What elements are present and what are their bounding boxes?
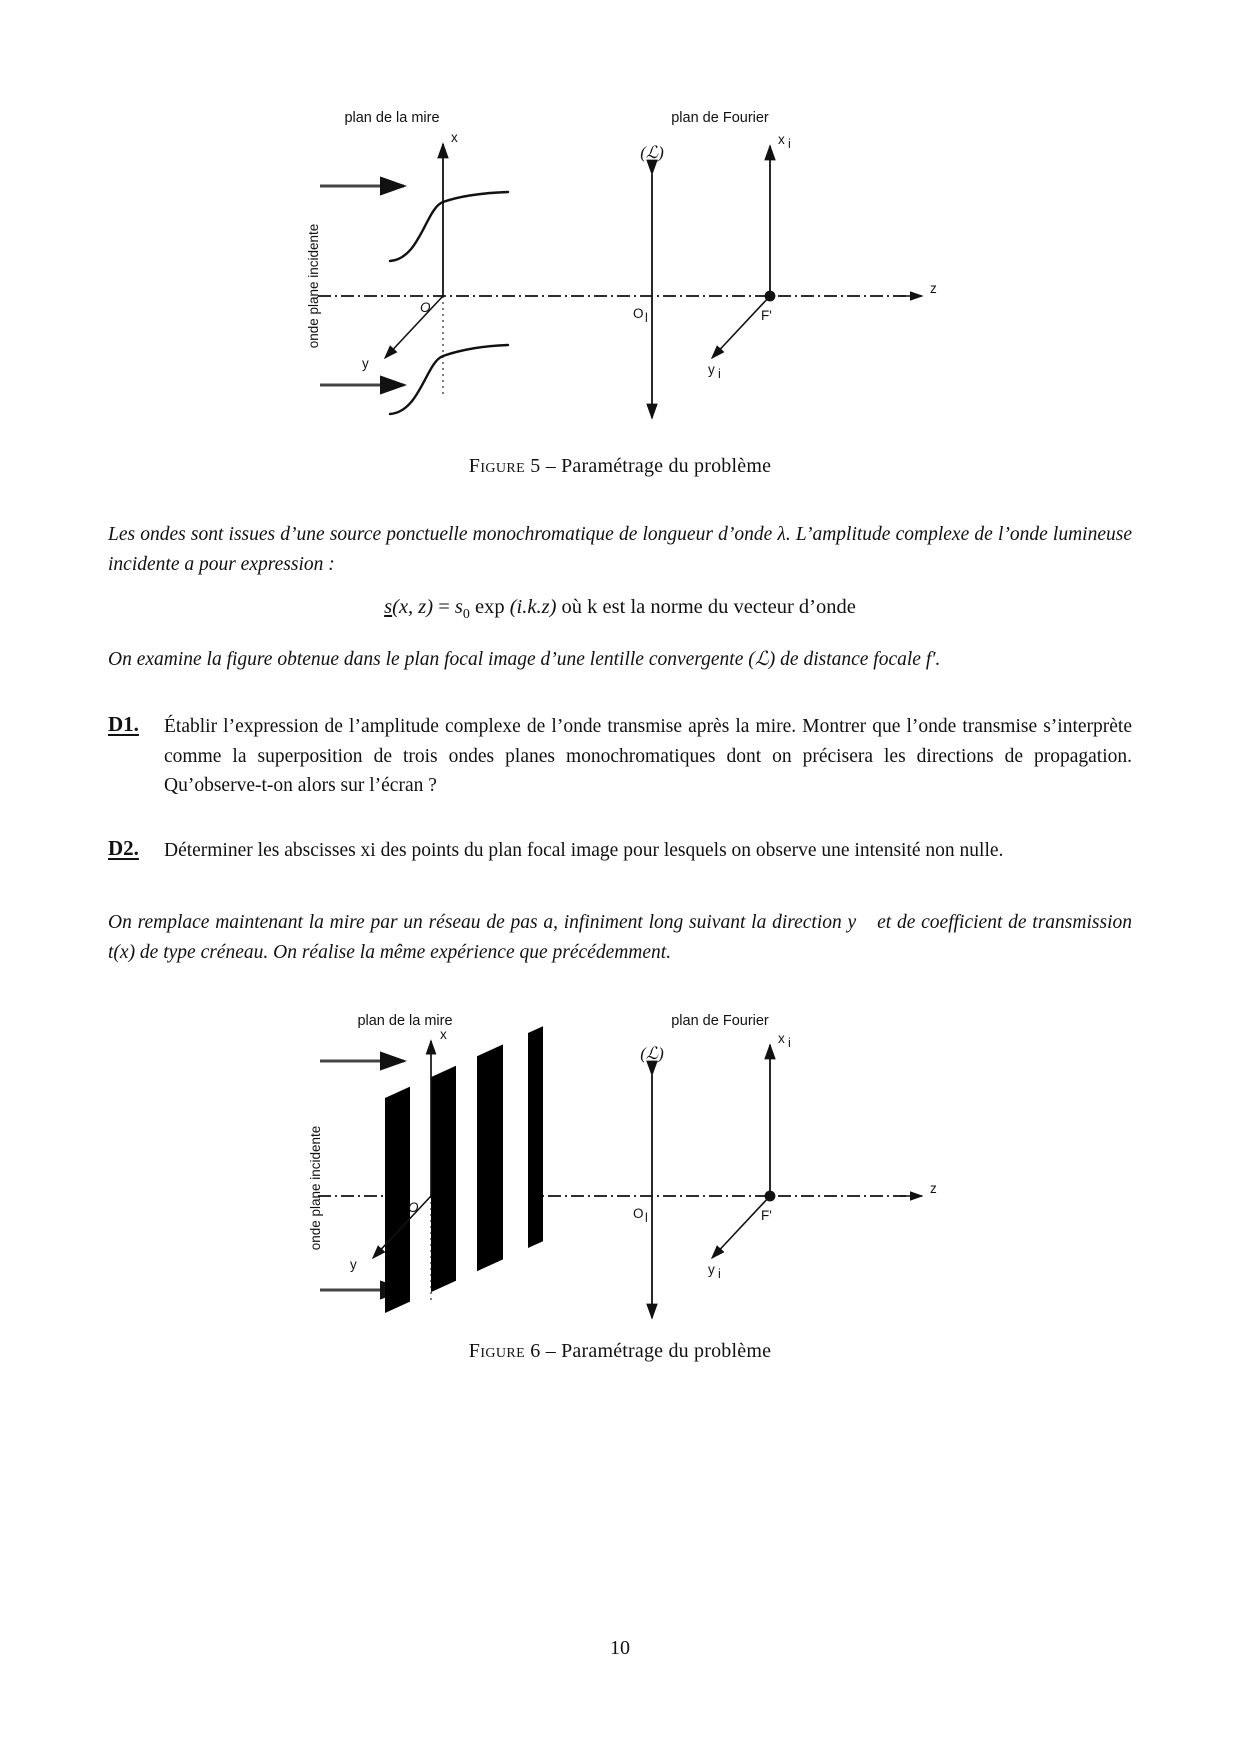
equation-s-underlined: s — [384, 596, 393, 618]
figure6-caption-dash: – — [545, 1340, 556, 1362]
figure6-label-lens-center-sub: l — [645, 1211, 648, 1225]
figure-5-caption — [108, 455, 1132, 478]
grating-bar — [385, 1087, 410, 1313]
yi-axis-figure6 — [712, 1196, 770, 1258]
figure5-caption-dash: – — [545, 455, 556, 477]
grating-bar — [431, 1066, 456, 1292]
figure6-label-origin: O — [408, 1200, 419, 1215]
figure6-label-y: y — [350, 1257, 357, 1272]
figure5-label-xi-sub: i — [788, 137, 791, 151]
question-D2 — [108, 836, 1132, 866]
figure-5-diagram — [300, 96, 940, 436]
figure5-label-lens: (ℒ) — [640, 143, 664, 162]
figure6-label-incident-wave: onde plane incidente — [308, 1125, 323, 1251]
figure5-left-title: plan de la mire — [344, 110, 440, 126]
equation-exp-argument: (i.k.z) — [509, 596, 557, 618]
y-axis-figure5 — [385, 296, 443, 358]
paragraph-lens-setup: On examine la figure obtenue dans le plan focal image d’une lentille convergente (ℒ) de distance focale f′. — [108, 649, 941, 670]
paragraph-intro: Les ondes sont issues d’une source ponctuelle monochromatique de longueur d’onde λ. L’amplitude complexe de l’onde lumineuse incidente a pour expression : — [108, 524, 1132, 575]
equation-s0: s — [454, 596, 463, 618]
figure5-caption-text: Paramétrage du problème — [561, 455, 772, 477]
figure5-label-z: z — [930, 281, 937, 296]
equation-exp: exp — [475, 596, 505, 618]
equation-tail: où k est la norme du vecteur d’onde — [561, 596, 856, 618]
grating-gap — [456, 1056, 477, 1281]
figure5-right-title: plan de Fourier — [671, 110, 769, 126]
question-D2-label: D2. — [108, 836, 139, 860]
figure6-caption-text: Paramétrage du problème — [561, 1340, 772, 1362]
figure6-label-x: x — [440, 1027, 447, 1042]
figure6-label-z: z — [930, 1181, 937, 1196]
grating-panel-figure6 — [385, 1026, 543, 1313]
figure5-label-yi: y — [708, 362, 715, 377]
figure5-label-origin: O — [420, 300, 431, 315]
question-D2-text: Déterminer les abscisses xi des points du plan focal image pour lesquels on observe une intensité non nulle. — [164, 840, 1004, 861]
figure-6-caption — [108, 1340, 1132, 1363]
question-D1 — [108, 712, 1132, 801]
figure6-label-yi-sub: i — [718, 1267, 721, 1281]
equation-args: (x, z) — [392, 596, 434, 618]
figure6-label-lens: (ℒ) — [640, 1044, 664, 1063]
figure5-label-y: y — [362, 356, 369, 371]
figure6-right-title: plan de Fourier — [671, 1013, 769, 1029]
mire-curve-lower-figure5 — [390, 345, 508, 414]
figure-6 — [0, 1003, 1240, 1333]
figure6-label-fprime: F' — [761, 1208, 772, 1223]
page-number: 10 — [610, 1637, 630, 1659]
equation-s0-subscript: 0 — [462, 607, 470, 623]
figure5-caption-number: 5 — [530, 455, 541, 477]
grating-bar — [477, 1044, 503, 1271]
mire-curve-upper-figure5 — [390, 192, 508, 261]
grating-gap — [503, 1033, 528, 1259]
figure6-label-xi-sub: i — [788, 1036, 791, 1050]
figure-6-diagram — [300, 1003, 940, 1333]
equation-equals: = — [438, 596, 450, 618]
figure6-label-yi: y — [708, 1262, 715, 1277]
figure5-label-x: x — [451, 130, 458, 145]
figure5-label-yi-sub: i — [718, 367, 721, 381]
figure5-label-fprime: F' — [761, 308, 772, 323]
figure5-label-lens-center: O — [633, 306, 644, 321]
figure6-caption-number: 6 — [530, 1340, 541, 1362]
figure5-label-incident-wave: onde plane incidente — [306, 223, 321, 349]
question-D1-label: D1. — [108, 712, 139, 736]
figure5-label-lens-center-sub: l — [645, 311, 648, 325]
yi-axis-figure5 — [712, 296, 770, 358]
figure5-label-xi: x — [778, 132, 785, 147]
grating-bar — [528, 1026, 543, 1248]
paragraph-grating-setup: On remplace maintenant la mire par un réseau de pas a, infiniment long suivant la direction y⃗ et de coefficient de transmission t(x) de type créneau. On réalise la même expérience que précédemment. — [108, 912, 1132, 963]
figure6-left-title: plan de la mire — [357, 1013, 453, 1029]
figure6-label-xi: x — [778, 1031, 785, 1046]
grating-gap — [410, 1077, 431, 1302]
figure-5 — [0, 96, 1240, 436]
figure6-label-lens-center: O — [633, 1206, 644, 1221]
equation-line — [108, 596, 1132, 623]
figure6-caption-prefix: Figure — [468, 1340, 526, 1362]
question-D1-text: Établir l’expression de l’amplitude complexe de l’onde transmise après la mire. Montrer que l’onde transmise s’interprète comme la superposition de trois ondes planes monochromatiques dont on précisera les directions de propagation. Qu’observe-t-on alors sur l’écran ? — [164, 716, 1132, 797]
figure5-caption-prefix: Figure — [468, 455, 526, 477]
